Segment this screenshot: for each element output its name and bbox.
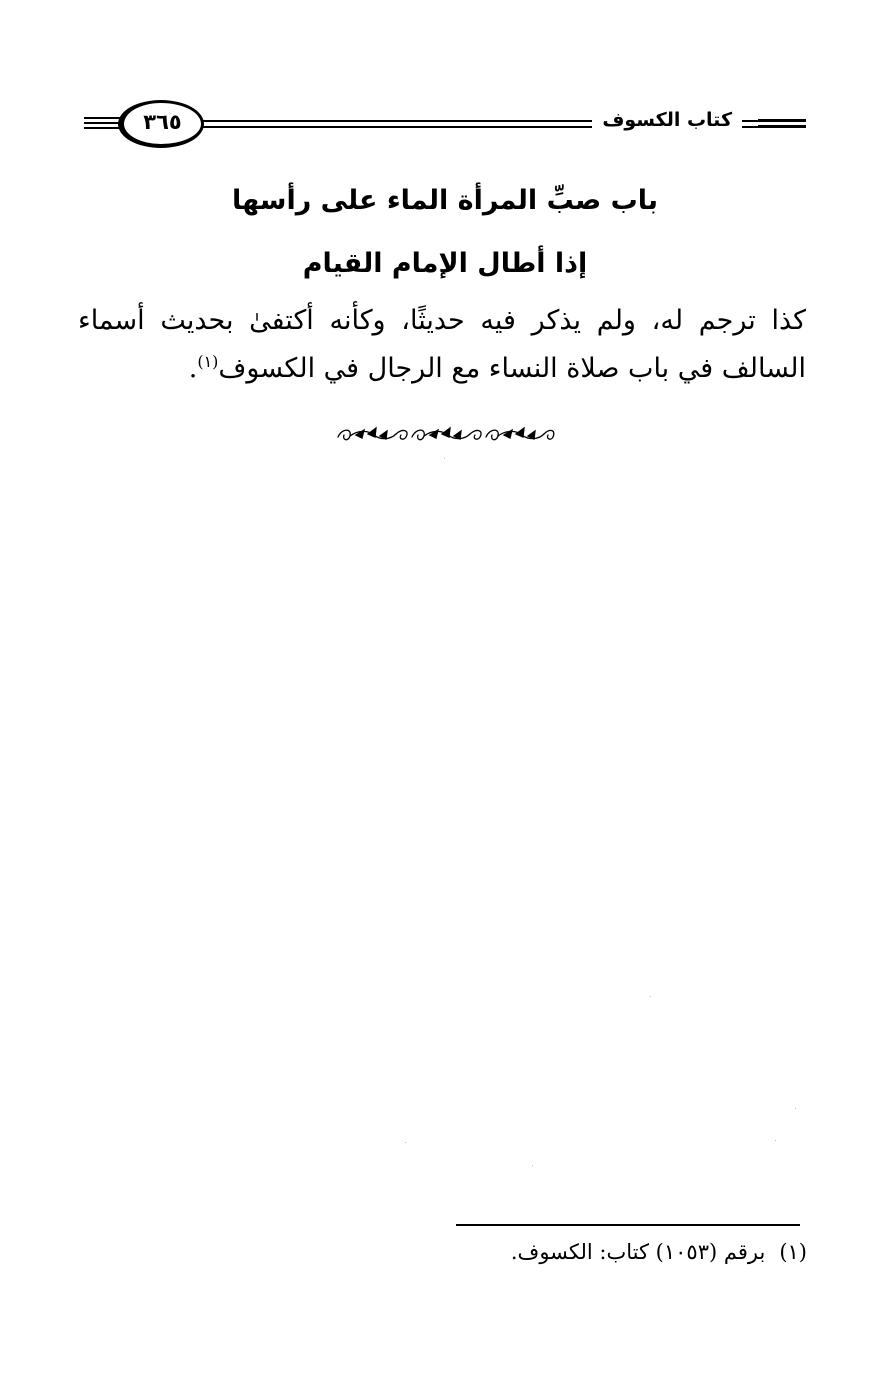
ornament-unit: [486, 428, 554, 440]
footnote-reference[interactable]: (١): [197, 352, 219, 371]
page-number: ٣٦٥: [143, 110, 182, 134]
scan-speck: [650, 996, 651, 997]
scan-speck: [795, 1108, 796, 1109]
header-right-rule-tail: [758, 117, 806, 127]
ornament-unit: [338, 428, 407, 440]
scan-speck: [405, 1142, 406, 1143]
chapter-title-line-2: إذا أطال الإمام القيام: [302, 248, 588, 279]
footnote-separator: [456, 1224, 800, 1226]
running-title: كتاب الكسوف: [592, 106, 742, 134]
chapter-title-line-1: باب صبِّ المرأة الماء على رأسها: [231, 185, 659, 216]
scan-speck: [775, 1140, 776, 1141]
ornament-unit: [412, 428, 481, 440]
scan-speck: [444, 458, 445, 459]
footnote-number: (١): [779, 1240, 807, 1264]
footnote-text: برقم (١٠٥٣) كتاب: الكسوف.: [510, 1240, 766, 1264]
running-header: [84, 100, 806, 150]
body-paragraph-end: .: [188, 353, 198, 384]
body-paragraph: [78, 297, 806, 393]
floral-separator-icon: [334, 422, 558, 448]
footnote: [511, 1234, 807, 1270]
scan-speck: [532, 1165, 533, 1166]
body-paragraph-text: كذا ترجم له، ولم يذكر فيه حديثًا، وكأنه أكتفىٰ بحديث أسماء السالف في باب صلاة النساء مع الرجال في الكسوف: [78, 305, 806, 384]
page-number-oval: [118, 100, 204, 148]
